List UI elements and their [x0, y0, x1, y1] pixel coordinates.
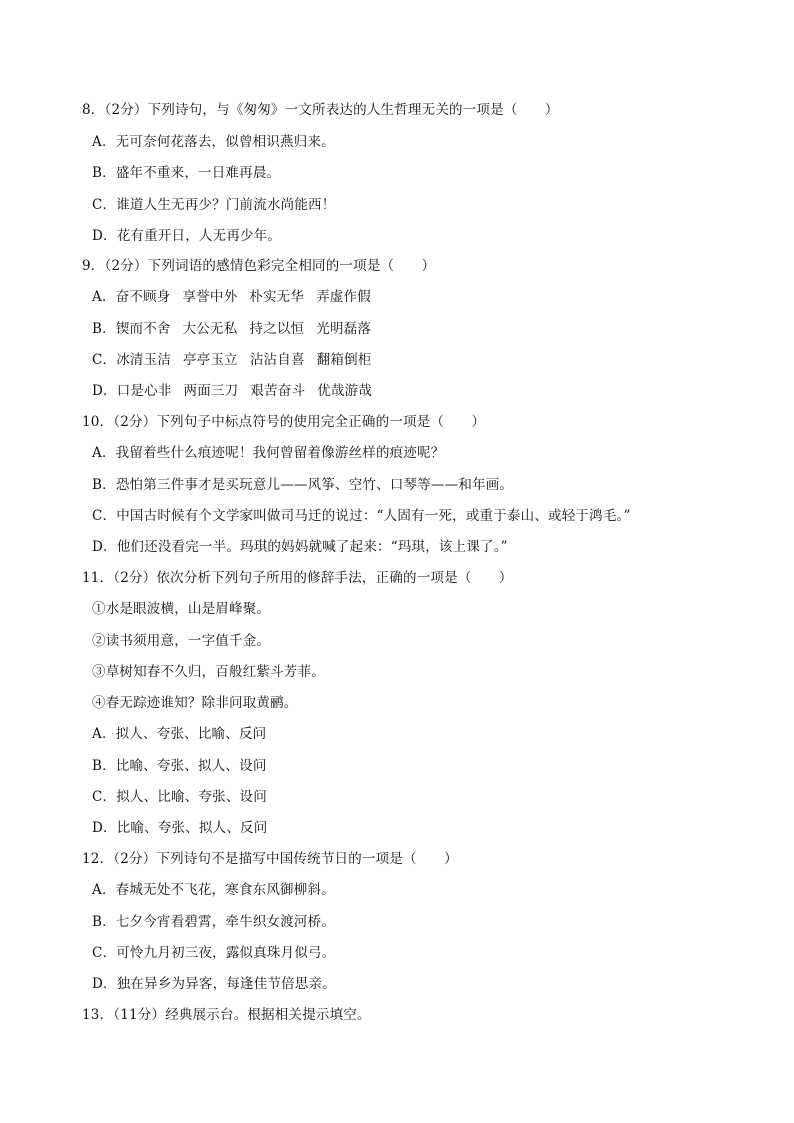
option-word: 艰苦奋斗 — [250, 383, 306, 399]
option-word: 翻箱倒柜 — [316, 352, 372, 368]
option-word: 享誉中外 — [182, 289, 238, 305]
question-11-option-a: A．拟人、夸张、比喻、反问 — [92, 726, 267, 742]
question-9-option-c — [92, 350, 371, 370]
question-12-stem: 12．（2分）下列诗句不是描写中国传统节日的一项是（ ） — [82, 851, 458, 867]
question-11-option-c: C．拟人、比喻、夸张、设问 — [92, 789, 267, 805]
question-9-stem: 9．（2分）下列词语的感情色彩完全相同的一项是（ ） — [82, 258, 436, 274]
question-11-sentence-2: ②读书须用意，一字值千金。 — [92, 633, 271, 649]
option-letter: A． — [92, 289, 116, 305]
option-letter: B． — [92, 321, 116, 337]
question-10-option-a: A．我留着些什么痕迹呢！我何曾留着像游丝样的痕迹呢？ — [92, 445, 445, 461]
option-word: 沾沾自喜 — [249, 352, 305, 368]
question-8-option-a: A．无可奈何花落去，似曾相识燕归来。 — [92, 134, 335, 150]
question-11-option-d: D．比喻、夸张、拟人、反问 — [92, 820, 268, 836]
question-11-sentence-1: ①水是眼波横，山是眉峰聚。 — [92, 601, 271, 617]
question-8-option-d: D．花有重开日，人无再少年。 — [92, 228, 282, 244]
option-word: 奋不顾身 — [115, 289, 171, 305]
option-letter: C． — [92, 352, 117, 368]
question-11-option-b: B．比喻、夸张、拟人、设问 — [92, 758, 267, 774]
question-10-option-d: D．他们还没看完一半。玛琪的妈妈就喊了起来：“玛琪，该上课了。” — [92, 539, 508, 555]
question-9-option-b — [92, 319, 371, 339]
question-12-option-d: D．独在异乡为异客，每逢佳节倍思亲。 — [92, 976, 336, 992]
option-letter: D． — [92, 383, 117, 399]
option-word: 弄虚作假 — [316, 289, 371, 305]
option-word: 光明磊落 — [316, 321, 372, 337]
option-word: 大公无私 — [182, 321, 238, 337]
option-word: 锲而不舍 — [115, 321, 171, 337]
option-word: 冰清玉洁 — [116, 352, 172, 368]
question-12-option-c: C．可怜九月初三夜，露似真珠月似弓。 — [92, 945, 336, 961]
option-word: 口是心非 — [116, 383, 172, 399]
option-word: 持之以恒 — [249, 321, 305, 337]
question-13-stem: 13．（11分）经典展示台。根据相关提示填空。 — [82, 1007, 371, 1023]
question-10-option-b: B．恐怕第三件事才是买玩意儿——风筝、空竹、口琴等——和年画。 — [92, 477, 514, 493]
question-11-stem: 11．（2分）依次分析下列句子所用的修辞手法，正确的一项是（ ） — [82, 570, 513, 586]
option-word: 两面三刀 — [183, 383, 239, 399]
question-8-option-b: B．盛年不重来，一日难再晨。 — [92, 165, 281, 181]
question-9-option-a — [92, 287, 371, 307]
question-12-option-b: B．七夕今宵看碧霄，牵牛织女渡河桥。 — [92, 914, 336, 930]
question-11-sentence-4: ④春无踪迹谁知？除非问取黄鹂。 — [92, 695, 298, 711]
question-11-sentence-3: ③草树知春不久归，百般红紫斗芳菲。 — [92, 664, 325, 680]
option-word: 朴实无华 — [249, 289, 305, 305]
question-12-option-a: A．春城无处不飞花，寒食东风御柳斜。 — [92, 882, 335, 898]
option-word: 亭亭玉立 — [183, 352, 238, 368]
question-8-stem: 8．（2分）下列诗句，与《匆匆》一文所表达的人生哲理无关的一项是（ ） — [82, 102, 559, 118]
question-8-option-c: C．谁道人生无再少？门前流水尚能西！ — [92, 197, 336, 213]
question-9-option-d — [92, 381, 372, 401]
option-word: 优哉游哉 — [317, 383, 372, 399]
question-10-option-c: C．中国古时候有个文学家叫做司马迁的说过：“人固有一死，或重于泰山、或轻于鸿毛。” — [92, 508, 631, 524]
question-10-stem: 10．（2分）下列句子中标点符号的使用完全正确的一项是（ ） — [82, 414, 486, 430]
